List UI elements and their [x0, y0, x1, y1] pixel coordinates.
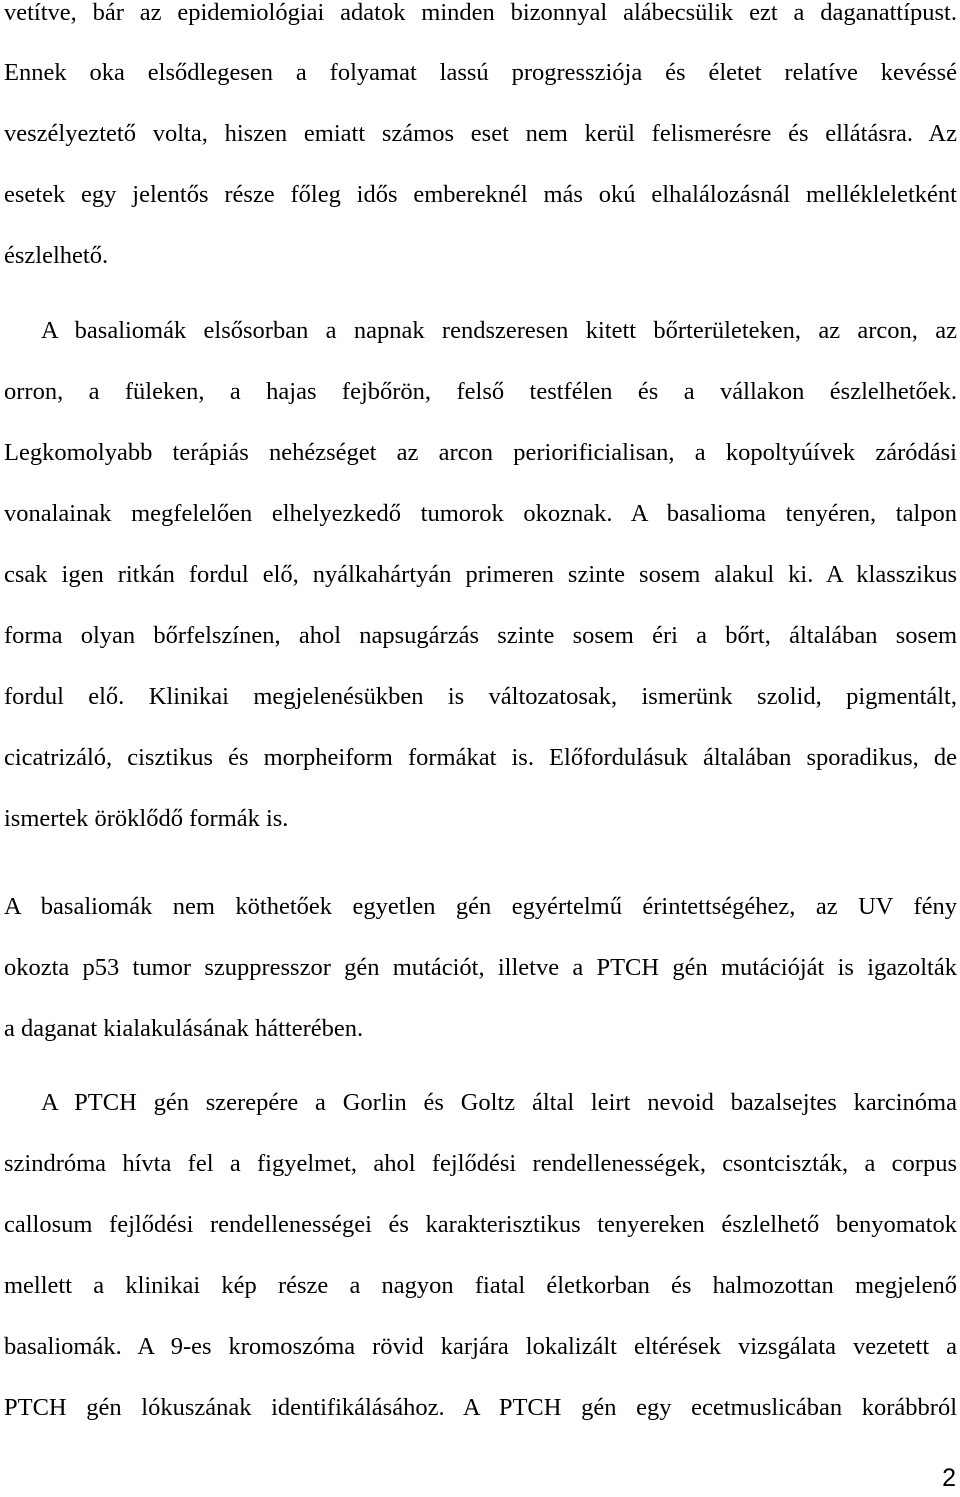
text-line: PTCH gén lókuszának identifikálásához. A PTCH gén egy ecetmuslicában korábbról — [4, 1394, 957, 1421]
text-line: észlelhető. — [4, 242, 109, 269]
text-line: csak igen ritkán fordul elő, nyálkahártyán primeren szinte sosem alakul ki. A klasszikus — [4, 561, 957, 588]
text-line: veszélyeztető volta, hiszen emiatt számos eset nem kerül felismerésre és ellátásra. Az — [4, 120, 957, 147]
text-line: vonalainak megfelelően elhelyezkedő tumorok okoznak. A basalioma tenyéren, talpon — [4, 500, 957, 527]
text-line: Ennek oka elsődlegesen a folyamat lassú progressziója és életet relatíve kevéssé — [4, 59, 957, 86]
text-line: ismertek öröklődő formák is. — [4, 805, 289, 832]
text-line: basaliomák. A 9-es kromoszóma rövid karjára lokalizált eltérések vizsgálata vezetett a — [4, 1333, 957, 1360]
text-line: A basaliomák elsősorban a napnak rendszeresen kitett bőrterületeken, az arcon, az — [41, 317, 957, 344]
text-line: forma olyan bőrfelszínen, ahol napsugárzás szinte sosem éri a bőrt, általában sosem — [4, 622, 957, 649]
page-number: 2 — [942, 1464, 956, 1492]
text-line: vetítve, bár az epidemiológiai adatok minden bizonnyal alábecsülik ezt a daganattípust. — [4, 0, 957, 26]
text-line: callosum fejlődési rendellenességei és karakterisztikus tenyereken észlelhető benyomatok — [4, 1211, 957, 1238]
text-line: okozta p53 tumor szuppresszor gén mutációt, illetve a PTCH gén mutációját is igazolták — [4, 954, 957, 981]
text-line: szindróma hívta fel a figyelmet, ahol fejlődési rendellenességek, csontciszták, a corpus — [4, 1150, 957, 1177]
text-line: cicatrizáló, cisztikus és morpheiform formákat is. Előfordulásuk általában sporadikus, de — [4, 744, 957, 771]
text-line: Legkomolyabb terápiás nehézséget az arcon periorificialisan, a kopoltyúívek záródási — [4, 439, 957, 466]
text-line: mellett a klinikai kép része a nagyon fiatal életkorban és halmozottan megjelenő — [4, 1272, 957, 1299]
text-line: a daganat kialakulásának hátterében. — [4, 1015, 364, 1042]
text-line: A PTCH gén szerepére a Gorlin és Goltz által leirt nevoid bazalsejtes karcinóma — [41, 1089, 957, 1116]
text-line: A basaliomák nem köthetőek egyetlen gén egyértelmű érintettségéhez, az UV fény — [4, 893, 957, 920]
text-line: esetek egy jelentős része főleg idős embereknél más okú elhalálozásnál mellékleletként — [4, 181, 957, 208]
text-line: orron, a füleken, a hajas fejbőrön, felső testfélen és a vállakon észlelhetőek. — [4, 378, 957, 405]
text-line: fordul elő. Klinikai megjelenésükben is változatosak, ismerünk szolid, pigmentált, — [4, 683, 957, 710]
